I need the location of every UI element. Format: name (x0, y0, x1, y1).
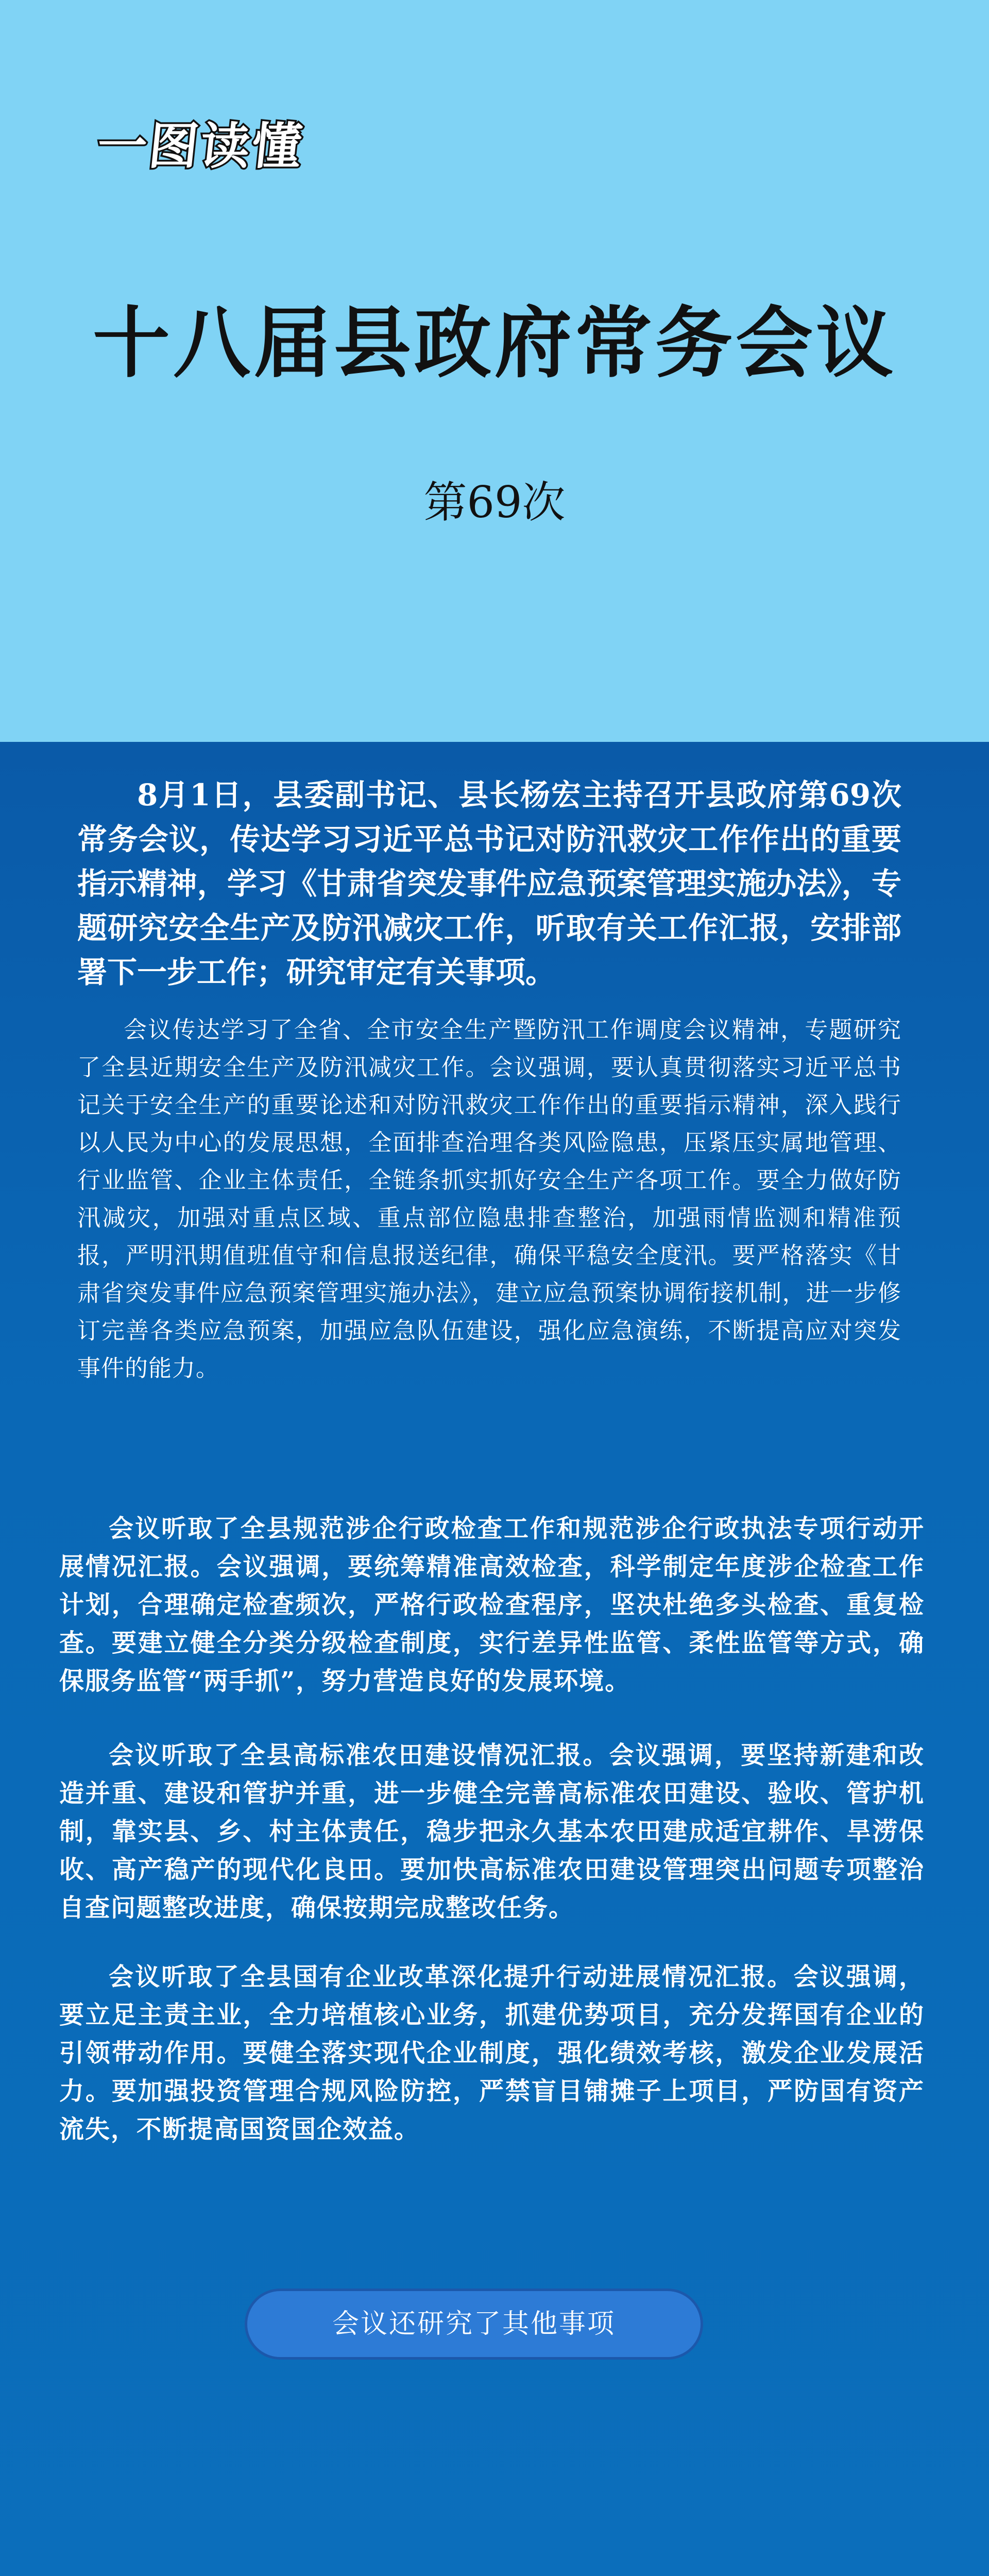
page-title: 十八届县政府常务会议 (92, 298, 896, 388)
session-number: 第69次 (423, 477, 566, 528)
other-matters-button[interactable]: 会议还研究了其他事项 (245, 2289, 703, 2360)
lead-paragraph: 8月1日，县委副书记、县长杨宏主持召开县政府第69次常务会议，传达学习习近平总书记对防汛救灾工作作出的重要指示精神，学习《甘肃省突发事件应急预案管理实施办法》，专题研究安全生产及防汛减灾工作，听取有关工作汇报，安排部署下一步工作；研究审定有关事项。 (77, 777, 901, 990)
header-banner (0, 0, 989, 742)
inspection-paragraph: 会议听取了全县规范涉企行政检查工作和规范涉企行政执法专项行动开展情况汇报。会议强调，要统筹精准高效检查，科学制定年度涉企检查工作计划，合理确定检查频次，严格行政检查程序，坚决杜绝多头检查、重复检查。要建立健全分类分级检查制度，实行差异性监管、柔性监管等方式，确保服务监管“两手抓”，努力营造良好的发展环境。 (59, 1514, 925, 1696)
soe-reform-paragraph: 会议听取了全县国有企业改革深化提升行动进展情况汇报。会议强调，要立足主责主业，全力培植核心业务，抓建优势项目，充分发挥国有企业的引领带动作用。要健全落实现代企业制度，强化绩效考核，激发企业发展活力。要加强投资管理合规风险防控，严禁盲目铺摊子上项目，严防国有资产流失，不断提高国资国企效益。 (59, 1962, 925, 2144)
logo-text: 一图读懂 (94, 117, 307, 175)
safety-paragraph: 会议传达学习了全省、全市安全生产暨防汛工作调度会议精神，专题研究了全县近期安全生产及防汛减灾工作。会议强调，要认真贯彻落实习近平总书记关于安全生产的重要论述和对防汛救灾工作作出的重要指示精神，深入践行以人民为中心的发展思想，全面排查治理各类风险隐患，压紧压实属地管理、行业监管、企业主体责任，全链条抓实抓好安全生产各项工作。要全力做好防汛减灾，加强对重点区域、重点部位隐患排查整治，加强雨情监测和精准预报，严明汛期值班值守和信息报送纪律，确保平稳安全度汛。要严格落实《甘肃省突发事件应急预案管理实施办法》，建立应急预案协调衔接机制，进一步修订完善各类应急预案，加强应急队伍建设，强化应急演练，不断提高应对突发事件的能力。 (77, 1016, 901, 1382)
farmland-paragraph: 会议听取了全县高标准农田建设情况汇报。会议强调，要坚持新建和改造并重、建设和管护并重，进一步健全完善高标准农田建设、验收、管护机制，靠实县、乡、村主体责任，稳步把永久基本农田建成适宜耕作、旱涝保收、高产稳产的现代化良田。要加快高标准农田建设管理突出问题专项整治自查问题整改进度，确保按期完成整改任务。 (59, 1741, 925, 1922)
